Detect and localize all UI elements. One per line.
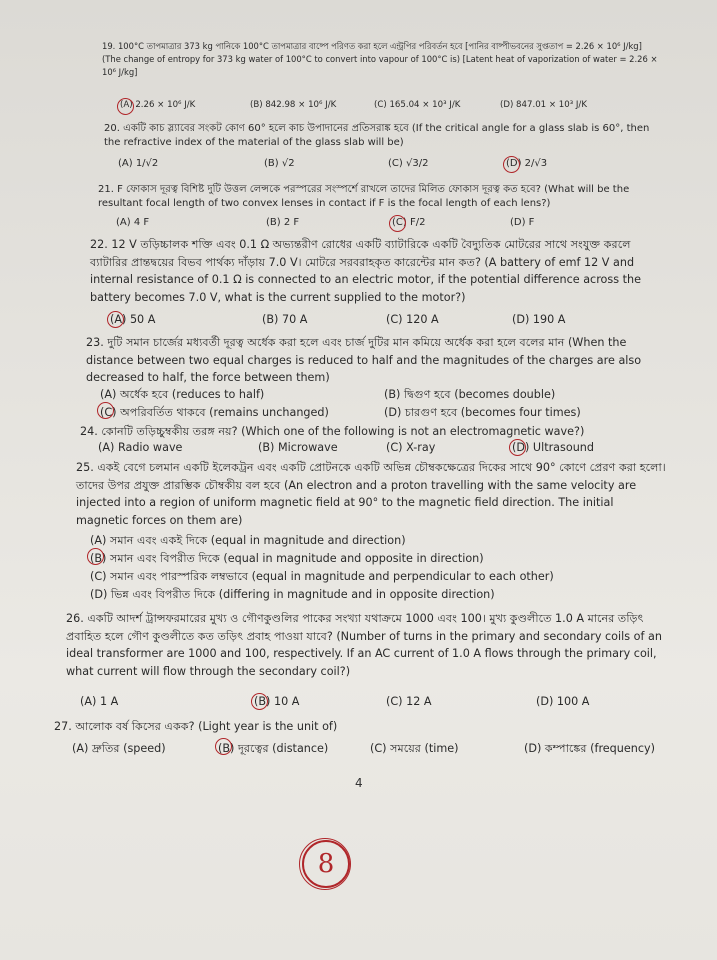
question-21-text: 21. F ফোকাস দূরত্ব বিশিষ্ট দুটি উত্তল লেন্সকে পরস্পরের সংস্পর্শে রাখলে তাদের মিলিত ফোকাস দূরত্ব কত হবে? (What will be the resultant focal length of two convex lenses in contact if F is the focal length of each lens?) <box>98 184 630 209</box>
q23-option-a[interactable]: (A) অর্ধেক হবে (reduces to half) <box>100 388 265 401</box>
q20-option-b[interactable]: (B) √2 <box>264 158 295 169</box>
q19-option-c[interactable]: (C) 165.04 × 10³ J/K <box>374 100 461 110</box>
q19-option-a[interactable]: (A) 2.26 × 10⁶ J/K <box>120 100 195 110</box>
q22-option-c[interactable]: (C) 120 A <box>386 313 439 326</box>
question-26-text: 26. একটি আদর্শ ট্রান্সফরমারের মুখ্য ও গৌণকুণ্ডলির পাকের সংখ্যা যথাক্রমে 1000 এবং 100। মুখ্য কুণ্ডলীতে 1.0 A মানের তড়িৎ প্রবাহিত হলে গৌণ কুণ্ডলীতে কত তড়িৎ প্রবাহ পাওয়া যাবে? (Number of turns in the primary and secondary coils of an ideal transformer are 1000 and 100, respectively. If an AC current of 1.0 A flows through the primary coil, what current will flow through the secondary coil?) <box>66 612 662 678</box>
question-22 <box>90 236 662 306</box>
q25-option-a[interactable]: (A) সমান এবং একই দিকে (equal in magnitude and direction) <box>90 534 406 547</box>
question-20 <box>104 122 664 150</box>
question-19-text: 19. 100°C তাপমাত্রার 373 kg পানিকে 100°C তাপমাত্রার বাষ্পে পরিণত করা হলে এন্ট্রপির পরিবর্তন হবে [পানির বাষ্পীভবনের সুপ্ততাপ = 2.26 × 10⁶ J/kg] (The change of entropy for 373 kg water of 100°C to convert into vapour of 100°C is) [Latent heat of vaporization of water = 2.26 × 10⁶ J/kg] <box>102 41 658 77</box>
answer-mark-circle <box>251 693 268 710</box>
question-25 <box>76 459 666 529</box>
q27-option-c[interactable]: (C) সময়ের (time) <box>370 742 459 755</box>
q20-option-a[interactable]: (A) 1/√2 <box>118 158 159 169</box>
q23-option-c[interactable]: (C) অপরিবর্তিত থাকবে (remains unchanged) <box>100 404 329 423</box>
q20-option-d[interactable]: (D) 2/√3 <box>506 158 547 169</box>
q21-option-c[interactable]: (C) F/2 <box>392 217 425 228</box>
question-23 <box>86 334 662 387</box>
q22-option-b[interactable]: (B) 70 A <box>262 313 308 326</box>
q21-option-b[interactable]: (B) 2 F <box>266 217 300 228</box>
question-21 <box>98 183 664 211</box>
page-number: 4 <box>355 776 363 790</box>
q24-option-d[interactable]: (D) Ultrasound <box>512 441 594 454</box>
question-25-text: 25. একই বেগে চলমান একটি ইলেকট্রন এবং একটি প্রোটনকে একটি অভিন্ন চৌম্বকক্ষেত্রের দিকের সাথে 90° কোণে প্রেরণ করা হলো। তাদের উপর প্রযুক্ত প্রারম্ভিক চৌম্বকীয় বল হবে (An electron and a proton travelling with the same velocity are injected into a region of uniform magnetic field at 90° to the magnetic field direction. The initial magnetic forces on them are) <box>76 461 666 527</box>
q24-option-c[interactable]: (C) X-ray <box>386 441 436 454</box>
q26-option-c[interactable]: (C) 12 A <box>386 695 432 708</box>
answer-mark-circle <box>97 402 114 419</box>
q22-option-a[interactable]: (A) 50 A <box>110 313 155 326</box>
q21-option-d[interactable]: (D) F <box>510 217 535 228</box>
answer-mark-circle <box>389 215 406 232</box>
answer-mark-circle <box>107 311 124 328</box>
q19-option-b[interactable]: (B) 842.98 × 10⁶ J/K <box>250 100 337 110</box>
question-26 <box>66 610 670 680</box>
q20-option-c[interactable]: (C) √3/2 <box>388 158 429 169</box>
question-23-text: 23. দুটি সমান চার্জের মধ্যবর্তী দূরত্ব অর্ধেক করা হলে এবং চার্জ দুটির মান কমিয়ে অর্ধেক করা হলে বলের মান (When the distance between two equal charges is reduced to half and the magnitudes of the charges are also decreased to half, the force between them) <box>86 336 642 384</box>
q27-option-a[interactable]: (A) দ্রুতির (speed) <box>72 742 166 755</box>
answer-mark-circle <box>215 738 232 755</box>
question-27 <box>54 718 664 736</box>
question-27-text: 27. আলোক বর্ষ কিসের একক? (Light year is the unit of) <box>54 720 338 733</box>
q22-option-d[interactable]: (D) 190 A <box>512 313 566 326</box>
q23-option-d[interactable]: (D) চারগুণ হবে (becomes four times) <box>384 406 581 419</box>
answer-mark-circle <box>117 98 134 115</box>
handwritten-page-number: 8 <box>302 840 350 888</box>
q27-option-b[interactable]: (B) দূরত্বের (distance) <box>218 740 328 759</box>
q26-option-a[interactable]: (A) 1 A <box>80 695 119 708</box>
question-19 <box>102 40 662 79</box>
q24-option-b[interactable]: (B) Microwave <box>258 441 338 454</box>
question-24-text: 24. কোনটি তড়িচ্চুম্বকীয় তরঙ্গ নয়? (Which one of the following is not an electromagnetic wave?) <box>80 425 585 438</box>
q19-option-d[interactable]: (D) 847.01 × 10³ J/K <box>500 100 587 110</box>
q25-option-b[interactable]: (B) সমান এবং বিপরীত দিকে (equal in magnitude and opposite in direction) <box>90 550 484 569</box>
q23-option-b[interactable]: (B) দ্বিগুণ হবে (becomes double) <box>384 388 556 401</box>
q26-option-b[interactable]: (B) 10 A <box>254 695 299 708</box>
question-20-text: 20. একটি কাচ স্ল্যাবের সংকট কোণ 60° হলে কাচ উপাদানের প্রতিসরাঙ্ক হবে (If the critical angle for a glass slab is 60°, then the refractive index of the material of the glass slab will be) <box>104 123 650 148</box>
question-24 <box>80 423 670 441</box>
q24-option-a[interactable]: (A) Radio wave <box>98 441 183 454</box>
answer-mark-circle <box>87 548 104 565</box>
q25-option-d[interactable]: (D) ভিন্ন এবং বিপরীত দিকে (differing in magnitude and in opposite direction) <box>90 588 495 601</box>
q21-option-a[interactable]: (A) 4 F <box>116 217 150 228</box>
answer-mark-circle <box>509 439 526 456</box>
answer-mark-circle <box>503 156 520 173</box>
q27-option-d[interactable]: (D) কম্পাঙ্কের (frequency) <box>524 742 655 755</box>
q25-option-c[interactable]: (C) সমান এবং পারস্পরিক লম্বভাবে (equal in magnitude and perpendicular to each other) <box>90 570 554 583</box>
question-22-text: 22. 12 V তড়িচ্চালক শক্তি এবং 0.1 Ω অভ্যন্তরীণ রোধের একটি ব্যাটারিকে একটি বৈদ্যুতিক মোটরের সাথে সংযুক্ত করলে ব্যাটারির প্রান্তদ্বয়ের বিভব পার্থক্য দাঁড়ায় 7.0 V। মোটরে সরবরাহকৃত কারেন্টের মান কত? (A battery of emf 12 V and internal resistance of 0.1 Ω is connected to an electric motor, if the potential difference across the battery becomes 7.0 V, what is the current supplied to the motor?) <box>90 238 641 304</box>
q26-option-d[interactable]: (D) 100 A <box>536 695 590 708</box>
